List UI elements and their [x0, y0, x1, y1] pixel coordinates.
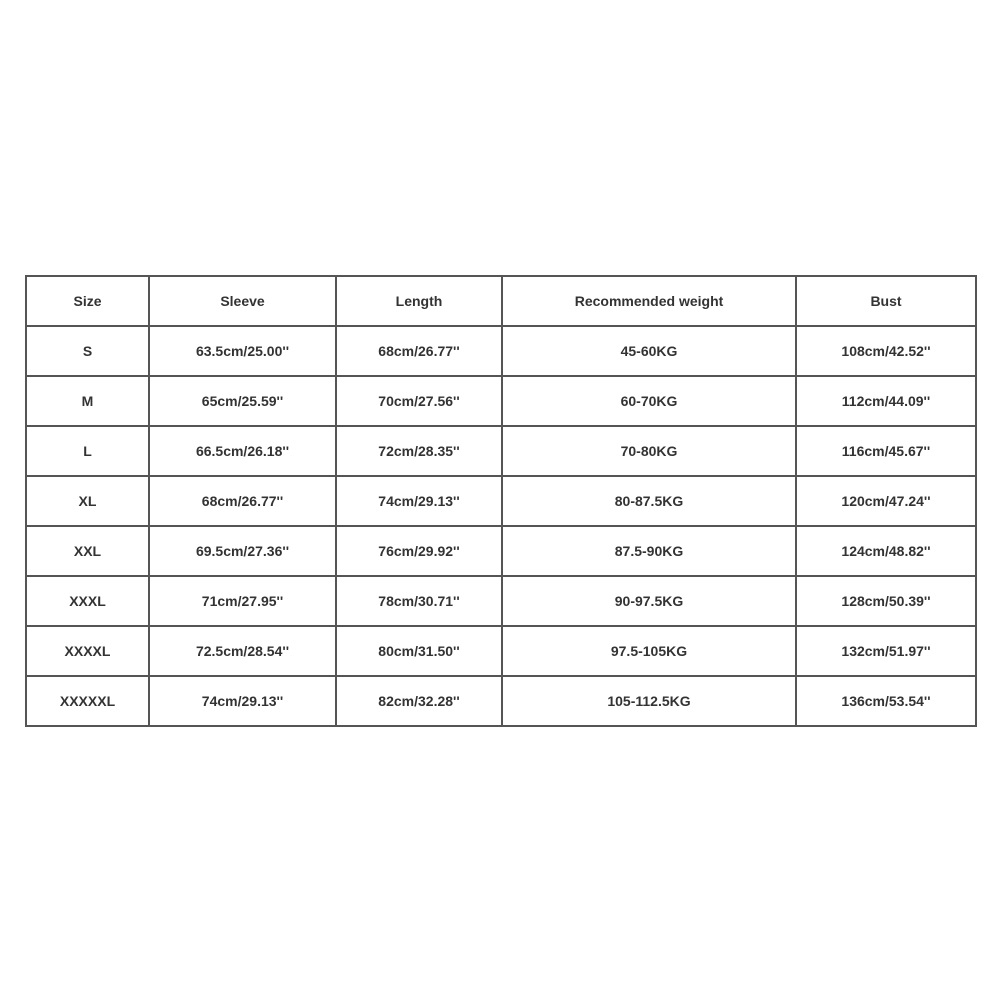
table-row [26, 576, 976, 626]
cell-length: 72cm/28.35'' [336, 426, 502, 476]
cell-recommended-weight: 97.5-105KG [502, 626, 796, 676]
table-row [26, 426, 976, 476]
cell-length: 70cm/27.56'' [336, 376, 502, 426]
cell-length: 78cm/30.71'' [336, 576, 502, 626]
table-row [26, 476, 976, 526]
cell-bust: 120cm/47.24'' [796, 476, 976, 526]
cell-length: 68cm/26.77'' [336, 326, 502, 376]
cell-recommended-weight: 70-80KG [502, 426, 796, 476]
table-row [26, 326, 976, 376]
cell-bust: 112cm/44.09'' [796, 376, 976, 426]
cell-sleeve: 74cm/29.13'' [149, 676, 336, 726]
table-row [26, 526, 976, 576]
table-row [26, 376, 976, 426]
cell-recommended-weight: 87.5-90KG [502, 526, 796, 576]
cell-bust: 108cm/42.52'' [796, 326, 976, 376]
cell-sleeve: 69.5cm/27.36'' [149, 526, 336, 576]
cell-sleeve: 71cm/27.95'' [149, 576, 336, 626]
cell-recommended-weight: 90-97.5KG [502, 576, 796, 626]
cell-sleeve: 72.5cm/28.54'' [149, 626, 336, 676]
cell-bust: 124cm/48.82'' [796, 526, 976, 576]
cell-length: 76cm/29.92'' [336, 526, 502, 576]
cell-sleeve: 63.5cm/25.00'' [149, 326, 336, 376]
cell-recommended-weight: 105-112.5KG [502, 676, 796, 726]
cell-length: 80cm/31.50'' [336, 626, 502, 676]
cell-sleeve: 65cm/25.59'' [149, 376, 336, 426]
size-chart-table [25, 275, 977, 727]
table-row [26, 626, 976, 676]
cell-bust: 136cm/53.54'' [796, 676, 976, 726]
cell-bust: 116cm/45.67'' [796, 426, 976, 476]
cell-size: S [26, 326, 149, 376]
table-header-row [26, 276, 976, 326]
header-size: Size [26, 276, 149, 326]
cell-size: M [26, 376, 149, 426]
cell-recommended-weight: 60-70KG [502, 376, 796, 426]
cell-bust: 128cm/50.39'' [796, 576, 976, 626]
cell-sleeve: 68cm/26.77'' [149, 476, 336, 526]
cell-length: 82cm/32.28'' [336, 676, 502, 726]
cell-size: XXXXL [26, 626, 149, 676]
cell-sleeve: 66.5cm/26.18'' [149, 426, 336, 476]
cell-size: XL [26, 476, 149, 526]
cell-recommended-weight: 80-87.5KG [502, 476, 796, 526]
header-sleeve: Sleeve [149, 276, 336, 326]
cell-bust: 132cm/51.97'' [796, 626, 976, 676]
header-bust: Bust [796, 276, 976, 326]
cell-recommended-weight: 45-60KG [502, 326, 796, 376]
cell-size: XXXXXL [26, 676, 149, 726]
header-recommended-weight: Recommended weight [502, 276, 796, 326]
cell-size: XXL [26, 526, 149, 576]
cell-size: XXXL [26, 576, 149, 626]
table-row [26, 676, 976, 726]
cell-length: 74cm/29.13'' [336, 476, 502, 526]
header-length: Length [336, 276, 502, 326]
cell-size: L [26, 426, 149, 476]
